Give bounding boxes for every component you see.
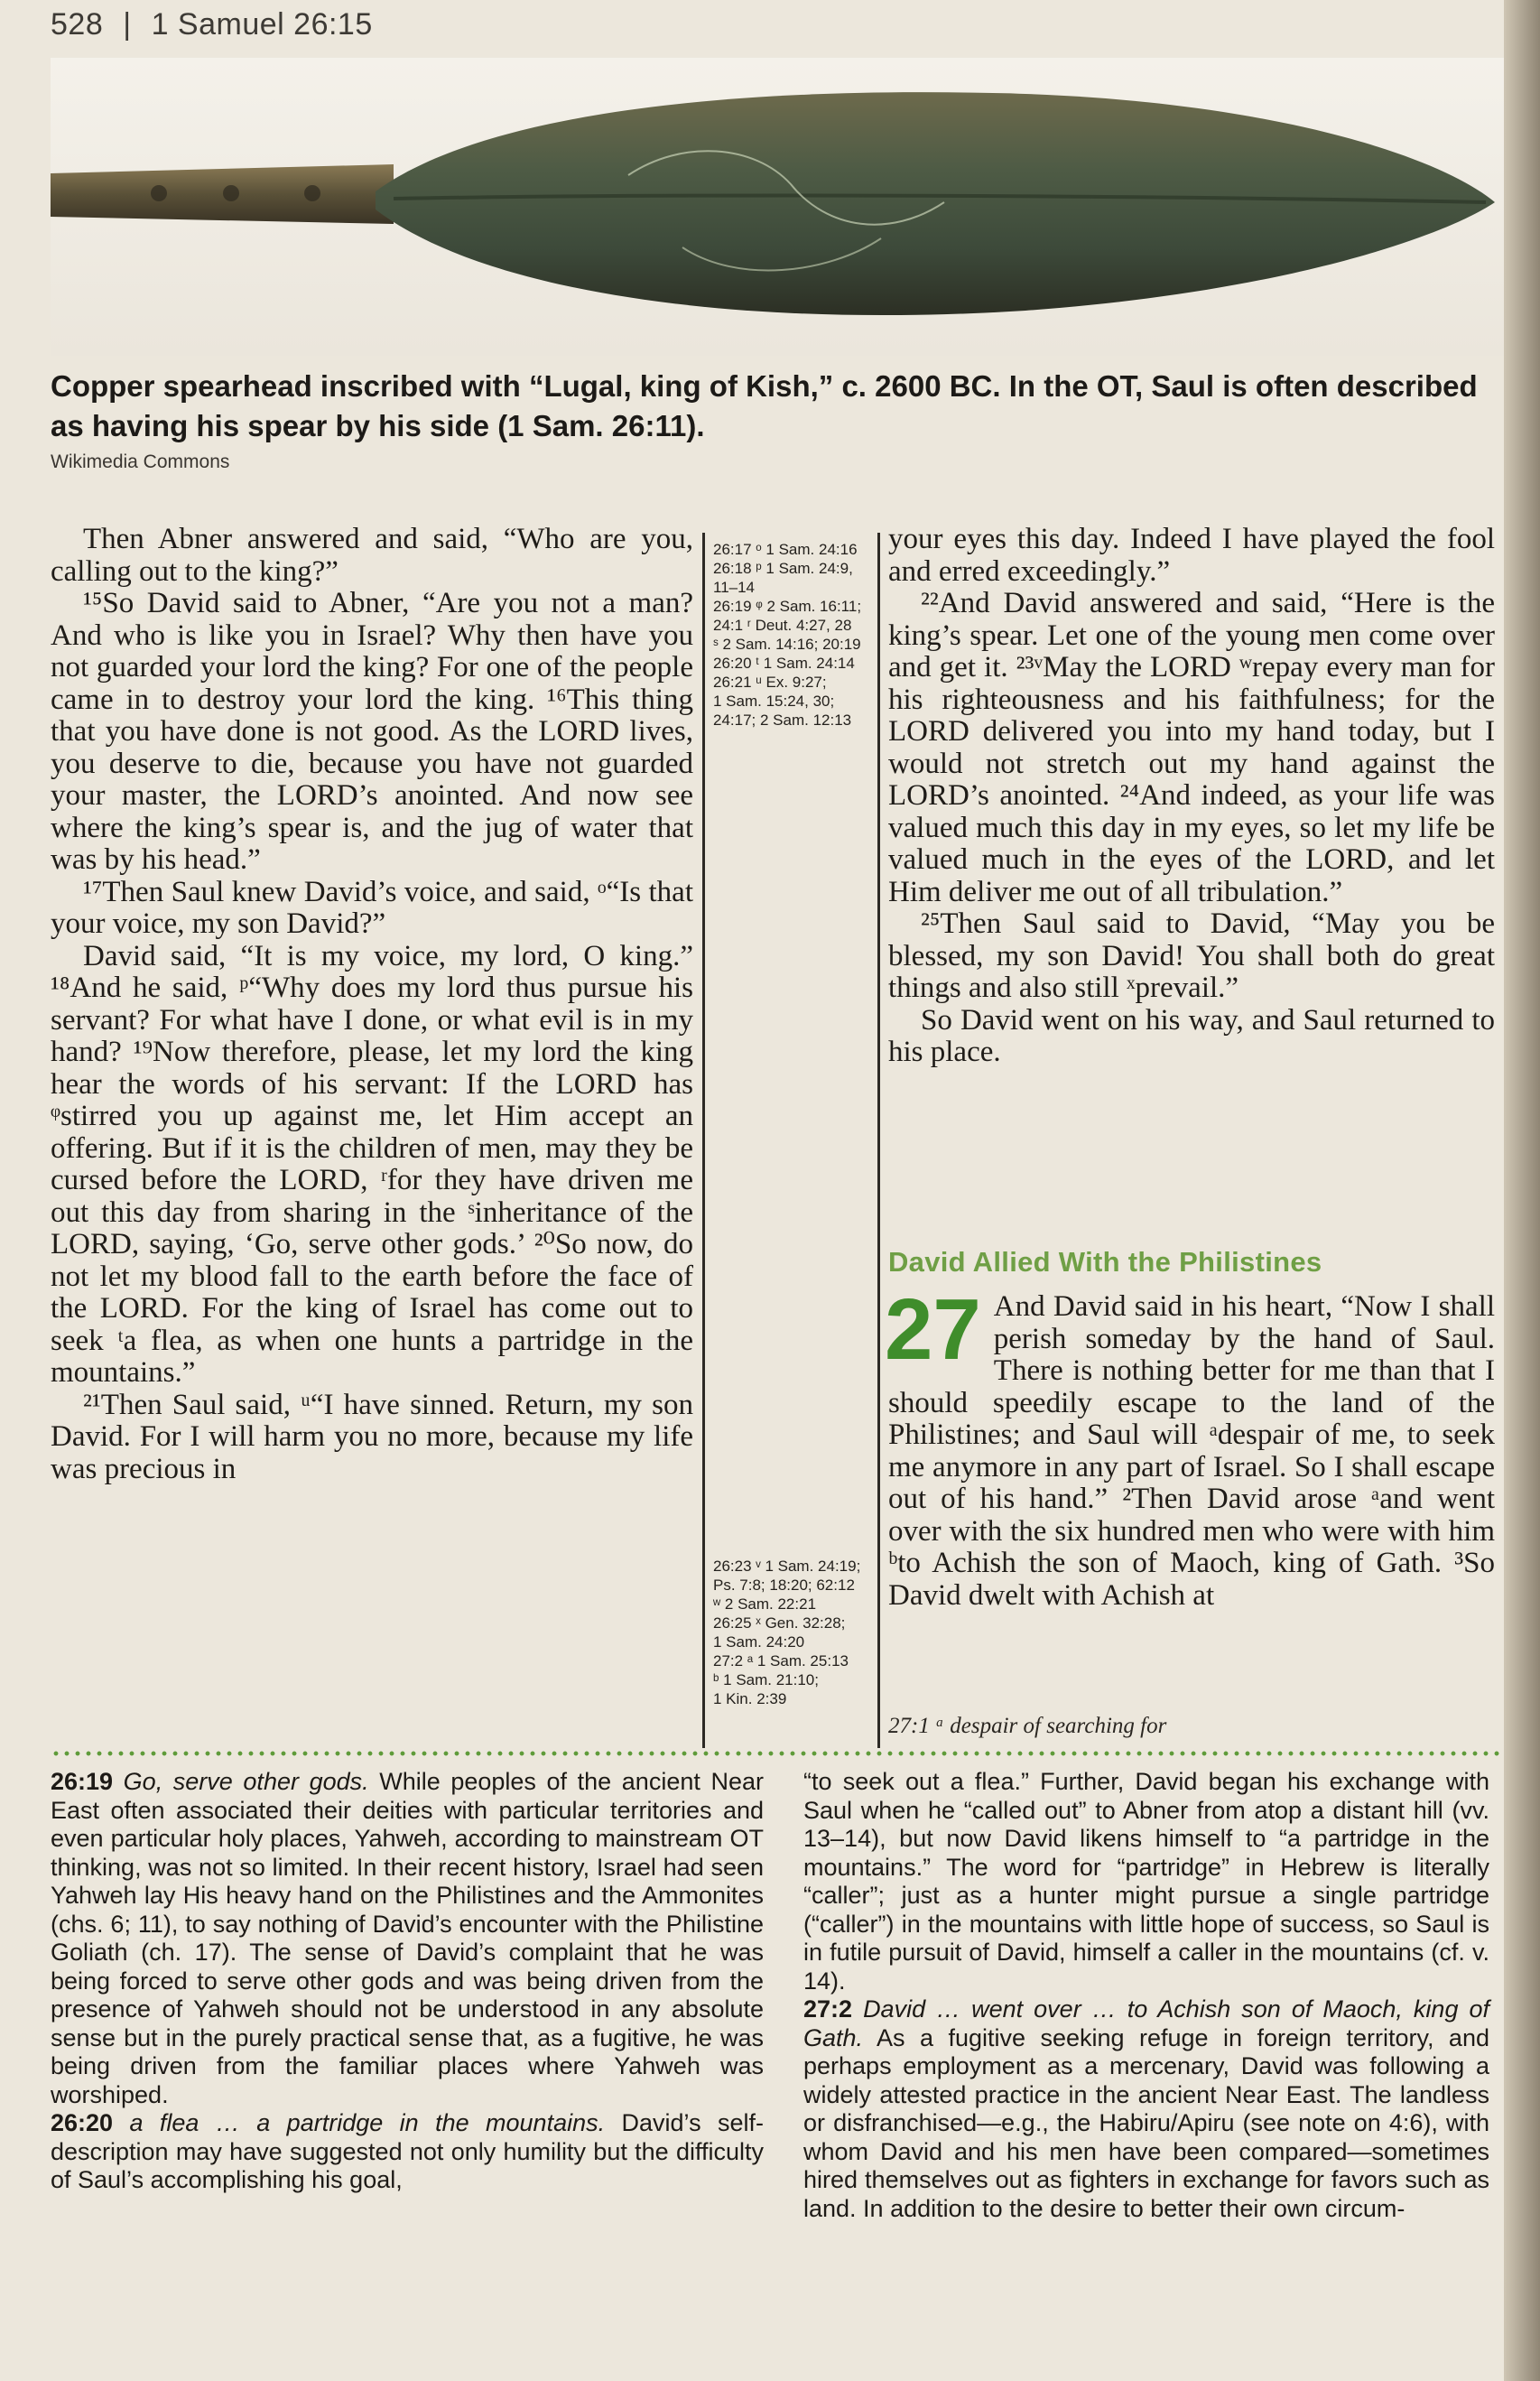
page-number: 528 (51, 7, 104, 42)
chapter-opening-text: And David said in his heart, “Now I shall perish someday by the hand of Saul. There is nothing better for me than that I should speedily escape to the land of the Philistines; and Saul will ᵃdespair of me, to seek me anymore in any part of Israel. So I shall escape out of his hand.” ²Then David arose ᵃand went over with the six hundred men who were with him ᵇto Achish the son of Maoch, king of Gath. ³So David dwelt with Achish at (888, 1290, 1495, 1612)
cross-ref-line: ᵇ 1 Sam. 21:10; (713, 1671, 819, 1688)
page-edge-shadow (1504, 0, 1540, 2381)
study-notes-right (803, 1768, 1489, 2223)
study-note-text: While peoples of the ancient Near East often associated their deities with particular territories and even particular holy places, Yahweh, according to mainstream OT thinking, was not so limited. In their recent history, Israel had seen Yahweh lay His heavy hand on the Philistines and the Ammonites (chs. 6; 11), to say nothing of David’s encounter with the Philistine Goliath (ch. 17). The sense of David’s complaint that he was being forced to serve other gods and was being driven from the presence of Yahweh should not be understood in any absolute sense but in the purely practical sense that, as a fugitive, he was being driven from the familiar places where Yahweh was worshiped. (51, 1768, 764, 2108)
photo-caption: Copper spearhead inscribed with “Lugal, king of Kish,” c. 2600 BC. In the OT, Saul is often described as having his spear by his side (1 Sam. 26:11). (51, 369, 1478, 442)
verse-paragraph: ²¹Then Saul said, ᵘ“I have sinned. Return, my son David. For I will harm you no more, because my life was precious in (51, 1388, 693, 1485)
column-rule-right (877, 533, 880, 1748)
study-note-lemma: a flea … a partridge in the mountains. (129, 2109, 606, 2136)
study-note (51, 2109, 764, 2195)
verse-paragraph: So David went on his way, and Saul returned to his place. (888, 1003, 1495, 1068)
cross-ref-line: 24:1 ʳ Deut. 4:27, 28 (713, 617, 852, 634)
cross-references-top (713, 540, 876, 730)
scripture-column-right (888, 524, 1495, 1069)
verse-paragraph: your eyes this day. Indeed I have played the fool and erred exceedingly.” (888, 523, 1495, 588)
column-rule-left (702, 533, 705, 1748)
chapter-opening-paragraph (885, 1281, 1495, 1612)
dotted-divider (51, 1750, 1504, 1757)
cross-references-bottom (713, 1557, 876, 1708)
cross-ref-line: 26:23 ᵛ 1 Sam. 24:19; (713, 1558, 861, 1575)
cross-ref-line: 26:17 ᵒ 1 Sam. 24:16 (713, 541, 858, 558)
header-separator: | (123, 7, 132, 42)
study-note-ref: 26:20 (51, 2109, 114, 2136)
cross-ref-line: 26:21 ᵘ Ex. 9:27; (713, 674, 827, 691)
cross-ref-line: ʷ 2 Sam. 22:21 (713, 1595, 817, 1613)
cross-ref-line: 26:25 ˣ Gen. 32:28; (713, 1614, 846, 1632)
verse-paragraph: ¹⁷Then Saul knew David’s voice, and said, ᵒ“Is that your voice, my son David?” (51, 875, 693, 940)
cross-ref-line: Ps. 7:8; 18:20; 62:12 (713, 1576, 855, 1594)
cross-ref-line: 1 Sam. 15:24, 30; (713, 693, 835, 710)
cross-ref-line: 11–14 (713, 579, 756, 596)
study-note (803, 1995, 1489, 2223)
cross-ref-line: 26:18 ᵖ 1 Sam. 24:9, (713, 560, 853, 577)
photo-credit: Wikimedia Commons (51, 451, 230, 472)
cross-ref-line: 1 Kin. 2:39 (713, 1690, 787, 1707)
spearhead-photo (51, 58, 1504, 356)
study-note-ref: 27:2 (803, 1995, 853, 2023)
translation-footnote: 27:1 ᵃ despair of searching for (888, 1714, 1167, 1738)
chapter-number: 27 (885, 1281, 981, 1378)
cross-ref-line: 27:2 ᵃ 1 Sam. 25:13 (713, 1652, 849, 1669)
study-note (51, 1768, 764, 2109)
study-note-ref: 26:19 (51, 1768, 114, 1795)
study-note-text: David’s self-description may have suggested not only humility but the difficulty of Saul’s accomplishing his goal, (51, 2109, 764, 2193)
cross-ref-line: 1 Sam. 24:20 (713, 1633, 805, 1651)
study-note-text: As a fugitive seeking refuge in foreign territory, and perhaps employment as a mercenary, David was following a widely attested practice in the ancient Near East. The landless or disfranchised—e.g., the Habiru/Apiru (see note on 4:6), with whom David and his men have been compared—sometimes hired themselves out as fighters in exchange for favors such as land. In addition to the desire to better their own circum- (803, 2023, 1489, 2222)
spearhead-image (51, 58, 1504, 356)
verse-paragraph: ²⁵Then Saul said to David, “May you be blessed, my son David! You shall both do great things and also still ˣprevail.” (888, 907, 1495, 1004)
verse-paragraph: ²²And David answered and said, “Here is the king’s spear. Let one of the young men come over and get it. ²³ᵛMay the LORD ʷrepay every man for his righteousness and his faithfulness; for the LORD delivered you into my hand today, but I would not stretch out my hand against the LORD’s anointed. ²⁴And indeed, as your life was valued much this day in my eyes, so let my life be valued much in the eyes of the LORD, and let Him deliver me out of all tribulation.” (888, 587, 1495, 908)
verse-paragraph: ¹⁵So David said to Abner, “Are you not a man? And who is like you in Israel? Why then have you not guarded your lord the king? For one of the people came in to destroy your lord the king. ¹⁶This thing that you have done is not good. As the LORD lives, you deserve to die, because you have not guarded your master, the LORD’s anointed. And now see where the king’s spear is, and the jug of water that was by his head.” (51, 587, 693, 876)
scripture-column-left (51, 524, 693, 1485)
running-head: 1 Samuel 26:15 (151, 7, 373, 42)
study-notes-left (51, 1768, 764, 2195)
verse-paragraph: Then Abner answered and said, “Who are you, calling out to the king?” (51, 523, 693, 588)
cross-ref-line: 24:17; 2 Sam. 12:13 (713, 712, 852, 729)
study-note-continued: “to seek out a flea.” Further, David began his exchange with Saul when he “called out” to Abner from atop a distant hill (vv. 13–14), but now David likens himself to “a partridge in the mountains.” The word for “partridge” in Hebrew is literally “caller”; just as a hunter might pursue a single partridge (“caller”) in the mountains with little hope of success, so Saul is in futile pursuit of David, himself a caller in the mountains (cf. v. 14). (803, 1768, 1489, 1995)
running-header (51, 7, 373, 42)
study-note-lemma: Go, serve other gods. (123, 1768, 369, 1795)
chapter-27-text (885, 1281, 1495, 1612)
cross-ref-line: ˢ 2 Sam. 14:16; 20:19 (713, 636, 861, 653)
cross-ref-line: 26:19 ᵠ 2 Sam. 16:11; (713, 598, 862, 615)
verse-paragraph: David said, “It is my voice, my lord, O king.” ¹⁸And he said, ᵖ“Why does my lord thus pursue his servant? For what have I done, or what evil is in my hand? ¹⁹Now therefore, please, let my lord the king hear the words of his servant: If the LORD has ᵠstirred you up against me, let Him accept an offering. But if it is the children of men, may they be cursed before the LORD, ʳfor they have driven me out this day from sharing in the ˢinheritance of the LORD, saying, ‘Go, serve other gods.’ ²⁰So now, do not let my blood fall to the earth before the face of the LORD. For the king of Israel has come out to seek ᵗa flea, as when one hunts a partridge in the mountains.” (51, 939, 693, 1389)
section-heading: David Allied With the Philistines (888, 1246, 1322, 1278)
study-note-lemma: David … went over … to Achish son of Maoch, king of Gath. (803, 1995, 1489, 2051)
cross-ref-line: 26:20 ᵗ 1 Sam. 24:14 (713, 655, 855, 672)
